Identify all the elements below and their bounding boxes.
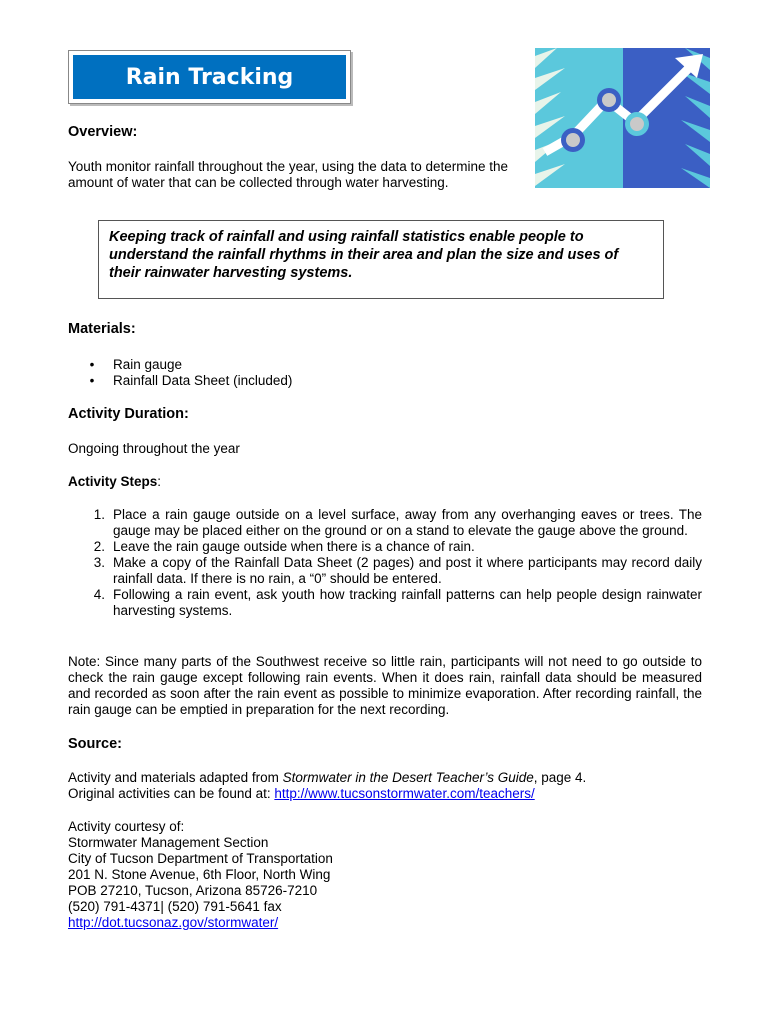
list-item: 4. Following a rain event, ask youth how tracking rainfall patterns can help people design rainwater harvesting systems. [93, 587, 702, 618]
courtesy-line: 201 N. Stone Avenue, 6th Floor, North Wing [68, 867, 331, 882]
stormwater-link[interactable]: http://dot.tucsonaz.gov/stormwater/ [68, 915, 279, 930]
steps-list [60, 507, 702, 619]
source-heading: Source: [68, 736, 122, 752]
page-title: Rain Tracking [125, 64, 294, 90]
duration-heading: Activity Duration: [68, 406, 189, 422]
courtesy-line: (520) 791-4371| (520) 791-5641 fax [68, 899, 282, 914]
materials-heading: Materials: [68, 321, 136, 337]
note-text: Note: Since many parts of the Southwest receive so little rain, participants will not need to go outside to check the rain gauge except following rain events. When it does rain, rainfall data should be measured and recorded as soon after the rain event as possible to minimize evaporation. After recording rainfall, the rain gauge can be emptied in preparation for the next recording. [68, 654, 702, 717]
courtesy-line: POB 27210, Tucson, Arizona 85726-7210 [68, 883, 318, 898]
steps-heading: Activity Steps: [68, 474, 162, 489]
overview-text: Youth monitor rainfall throughout the year, using the data to determine the amount of water that can be collected through water harvesting. [68, 159, 509, 190]
courtesy-line: Stormwater Management Section [68, 835, 269, 850]
list-item: 1. Place a rain gauge outside on a level surface, away from any overhanging eaves or trees. The gauge may be placed either on the ground or on a stand to elevate the gauge above the ground. [93, 507, 702, 538]
list-item: • Rainfall Data Sheet (included) [89, 373, 293, 388]
courtesy-block [68, 819, 333, 931]
source-original: Original activities can be found at: http://www.tucsonstormwater.com/teachers/ [68, 786, 535, 801]
teachers-link[interactable]: http://www.tucsonstormwater.com/teachers/ [274, 786, 535, 801]
list-item: 2. Leave the rain gauge outside when there is a chance of rain. [93, 539, 475, 554]
list-item: 3. Make a copy of the Rainfall Data Sheet (2 pages) and post it where participants may record daily rainfall data. If there is no rain, a “0” should be entered. [93, 555, 702, 586]
list-item: • Rain gauge [89, 357, 183, 372]
duration-text: Ongoing throughout the year [68, 441, 240, 456]
callout-text: Keeping track of rainfall and using rainfall statistics enable people to understand the rainfall rhythms in their area and plan the size and uses of their rainwater harvesting systems. [109, 229, 619, 281]
courtesy-line: City of Tucson Department of Transportation [68, 851, 333, 866]
callout-box [98, 220, 664, 299]
source-adapted: Activity and materials adapted from Stormwater in the Desert Teacher’s Guide, page 4. [68, 770, 587, 785]
rising-chart-graphic [535, 48, 710, 188]
title-banner-fill [73, 55, 346, 99]
overview-heading: Overview: [68, 124, 138, 140]
title-banner [68, 50, 351, 104]
materials-list [80, 357, 292, 389]
courtesy-line: Activity courtesy of: [68, 819, 185, 834]
